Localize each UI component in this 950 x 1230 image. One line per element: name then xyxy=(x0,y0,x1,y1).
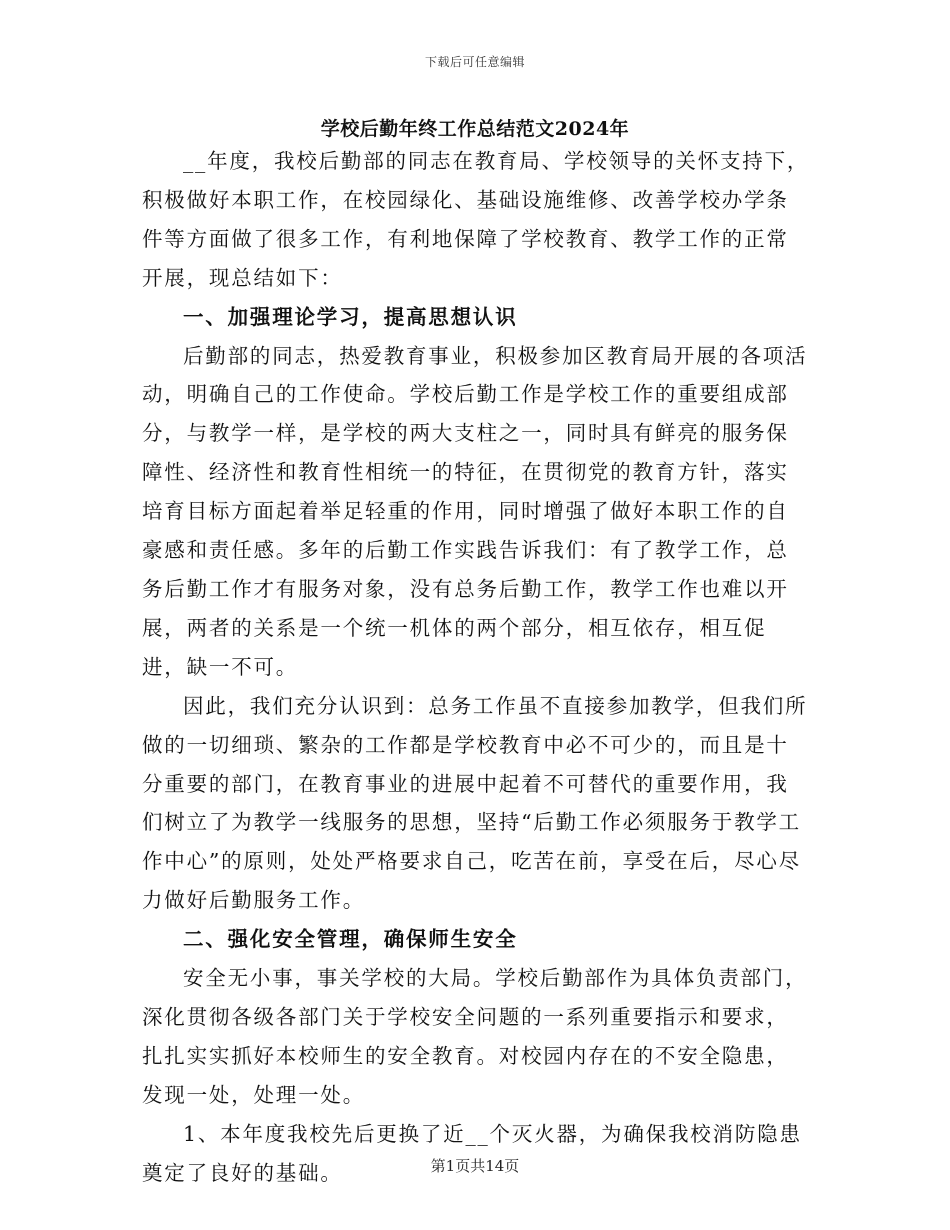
document-body xyxy=(142,142,810,1192)
page-footer: 第1页共14页 xyxy=(430,1157,520,1175)
paragraph: 因此，我们充分认识到：总务工作虽不直接参加教学，但我们所做的一切细琐、繁杂的工作都是学校教育中必不可少的，而且是十分重要的部门，在教育事业的进展中起着不可替代的重要作用，我们树立了为教学一线服务的思想，坚持“后勤工作必须服务于教学工作中心”的原则，处处严格要求自己，吃苦在前，享受在后，尽心尽力做好后勤服务工作。 xyxy=(142,693,808,913)
paragraph-intro: __年度，我校后勤部的同志在教育局、学校领导的关怀支持下，积极做好本职工作，在校园绿化、基础设施维修、改善学校办学条件等方面做了很多工作，有利地保障了学校教育、教学工作的正常开展，现总结如下： xyxy=(142,149,810,290)
paragraph: 安全无小事，事关学校的大局。学校后勤部作为具体负责部门，深化贯彻各级各部门关于学校安全问题的一系列重要指示和要求，扎扎实实抓好本校师生的安全教育。对校园内存在的不安全隐患，发现一处，处理一处。 xyxy=(142,966,808,1107)
section-heading-1: 一、加强理论学习，提高思想认识 xyxy=(183,304,518,329)
header-note: 下载后可任意编辑 xyxy=(424,55,525,69)
section-heading-2: 二、强化安全管理，确保师生安全 xyxy=(183,927,518,952)
document-title: 学校后勤年终工作总结范文2024年 xyxy=(320,118,630,140)
paragraph: 后勤部的同志，热爱教育事业，积极参加区教育局开展的各项活动，明确自己的工作使命。学校后勤工作是学校工作的重要组成部分，与教学一样，是学校的两大支柱之一，同时具有鲜亮的服务保障性、经济性和教育性相统一的特征，在贯彻党的教育方针，落实培育目标方面起着举足轻重的作用，同时增强了做好本职工作的自豪感和责任感。多年的后勤工作实践告诉我们：有了教学工作，总务后勤工作才有服务对象，没有总务后勤工作，教学工作也难以开展，两者的关系是一个统一机体的两个部分，相互依存，相互促进，缺一不可。 xyxy=(142,343,808,679)
paragraph: 1、本年度我校先后更换了近__个灭火器，为确保我校消防隐患奠定了良好的基础。 xyxy=(142,1121,802,1185)
